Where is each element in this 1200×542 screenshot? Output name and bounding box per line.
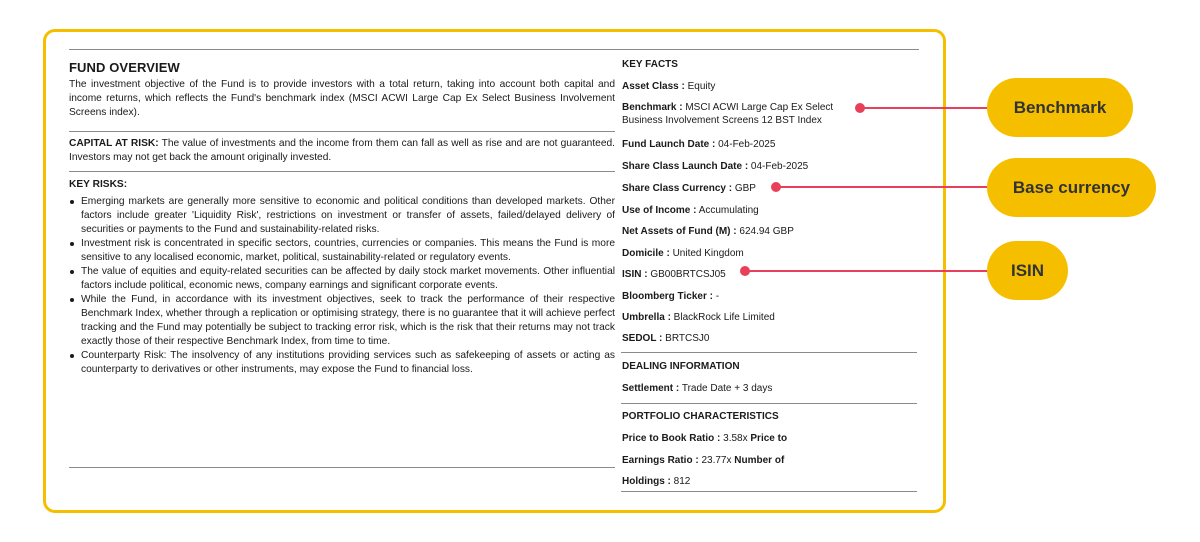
risk-item: Counterparty Risk: The insolvency of any institutions providing services such as safekeeping of assets or acting as counterparty to derivatives or other instruments, may expose the Fund to financial loss. — [69, 349, 615, 377]
fact-fund-launch-date: Fund Launch Date : 04-Feb-2025 — [622, 139, 776, 150]
key-facts-title: KEY FACTS — [622, 59, 678, 70]
isin-connector — [745, 270, 990, 272]
fund-overview-text: The investment objective of the Fund is to provide investors with a total return, taking into account both capital and income returns, which reflects the Fund's benchmark index (MSCI ACWI Large Cap Ex Select Business Involvement Screens index). — [69, 79, 615, 118]
fact-use-of-income: Use of Income : Accumulating — [622, 205, 759, 216]
fund-overview-section — [69, 56, 615, 120]
risk-item: While the Fund, in accordance with its investment objectives, seek to track the performance of their respective Benchmark Index, whether through a replication or optimising strategy, there is no guarantee that it will achieve perfect tracking and the Fund may potentially be subject to tracking error risk, which is the risk that their returns may not track exactly those of their respective Benchmark Index, from time to time. — [69, 293, 615, 349]
divider-capital — [69, 171, 615, 172]
key-risks-title: KEY RISKS: — [69, 179, 128, 190]
fact-bloomberg-ticker: Bloomberg Ticker : - — [622, 291, 720, 302]
callout-isin: ISIN — [987, 241, 1068, 300]
fact-asset-class: Asset Class : Equity — [622, 81, 716, 92]
divider-risks-bottom — [69, 467, 615, 468]
capital-at-risk-text — [69, 137, 615, 165]
currency-connector — [776, 186, 990, 188]
bullet-icon — [70, 298, 74, 302]
fact-net-assets: Net Assets of Fund (M) : 624.94 GBP — [622, 226, 794, 237]
fact-isin: ISIN : GB00BRTCSJ05 — [622, 269, 726, 280]
portfolio-line: Price to Book Ratio : 3.58x Price to — [622, 433, 788, 444]
bullet-icon — [70, 354, 74, 358]
benchmark-connector — [860, 107, 990, 109]
fact-umbrella: Umbrella : BlackRock Life Limited — [622, 312, 775, 323]
key-risks-section — [69, 179, 615, 377]
divider-overview — [69, 131, 615, 132]
capital-at-risk-body: The value of investments and the income from them can fall as well as rise and are not guaranteed. Investors may not get back the amount originally invested. — [69, 138, 615, 163]
risk-item: The value of equities and equity-related securities can be affected by daily stock market movements. Other influential factors include political, economic news, company earnings and significant corporate events. — [69, 265, 615, 293]
fact-share-class-currency: Share Class Currency : GBP — [622, 183, 756, 194]
divider-portfolio — [621, 491, 917, 492]
callout-base-currency: Base currency — [987, 158, 1156, 217]
fact-domicile: Domicile : United Kingdom — [622, 248, 744, 259]
capital-at-risk-label: CAPITAL AT RISK: — [69, 138, 159, 149]
bullet-icon — [70, 242, 74, 246]
risk-item: Emerging markets are generally more sensitive to economic and political conditions than developed markets. Other factors include greater 'Liquidity Risk', restrictions on investment or transfer of assets, failed/delayed delivery of securities or payments to the Fund and sustainability-related risks. — [69, 195, 615, 237]
divider-key-facts — [621, 352, 917, 353]
fact-benchmark: Benchmark : MSCI ACWI Large Cap Ex Select Business Involvement Screens 12 BST Index — [622, 102, 834, 126]
bullet-icon — [70, 200, 74, 204]
capital-at-risk-section — [69, 137, 615, 165]
fact-share-class-launch-date: Share Class Launch Date : 04-Feb-2025 — [622, 161, 809, 172]
callout-benchmark: Benchmark — [987, 78, 1133, 137]
dealing-title: DEALING INFORMATION — [622, 361, 740, 372]
dealing-settlement: Settlement : Trade Date + 3 days — [622, 383, 773, 394]
top-divider — [69, 49, 919, 50]
divider-dealing — [621, 403, 917, 404]
key-risks-list — [69, 195, 615, 377]
portfolio-title: PORTFOLIO CHARACTERISTICS — [622, 411, 779, 422]
portfolio-line: Earnings Ratio : 23.77x Number of — [622, 455, 785, 466]
bullet-icon — [70, 270, 74, 274]
fact-sedol: SEDOL : BRTCSJ0 — [622, 333, 710, 344]
portfolio-line: Holdings : 812 — [622, 476, 691, 487]
fund-overview-title: FUND OVERVIEW — [69, 60, 180, 75]
risk-item: Investment risk is concentrated in specific sectors, countries, currencies or companies. This means the Fund is more sensitive to any localised economic, market, political, sustainability-related or regulatory events. — [69, 237, 615, 265]
